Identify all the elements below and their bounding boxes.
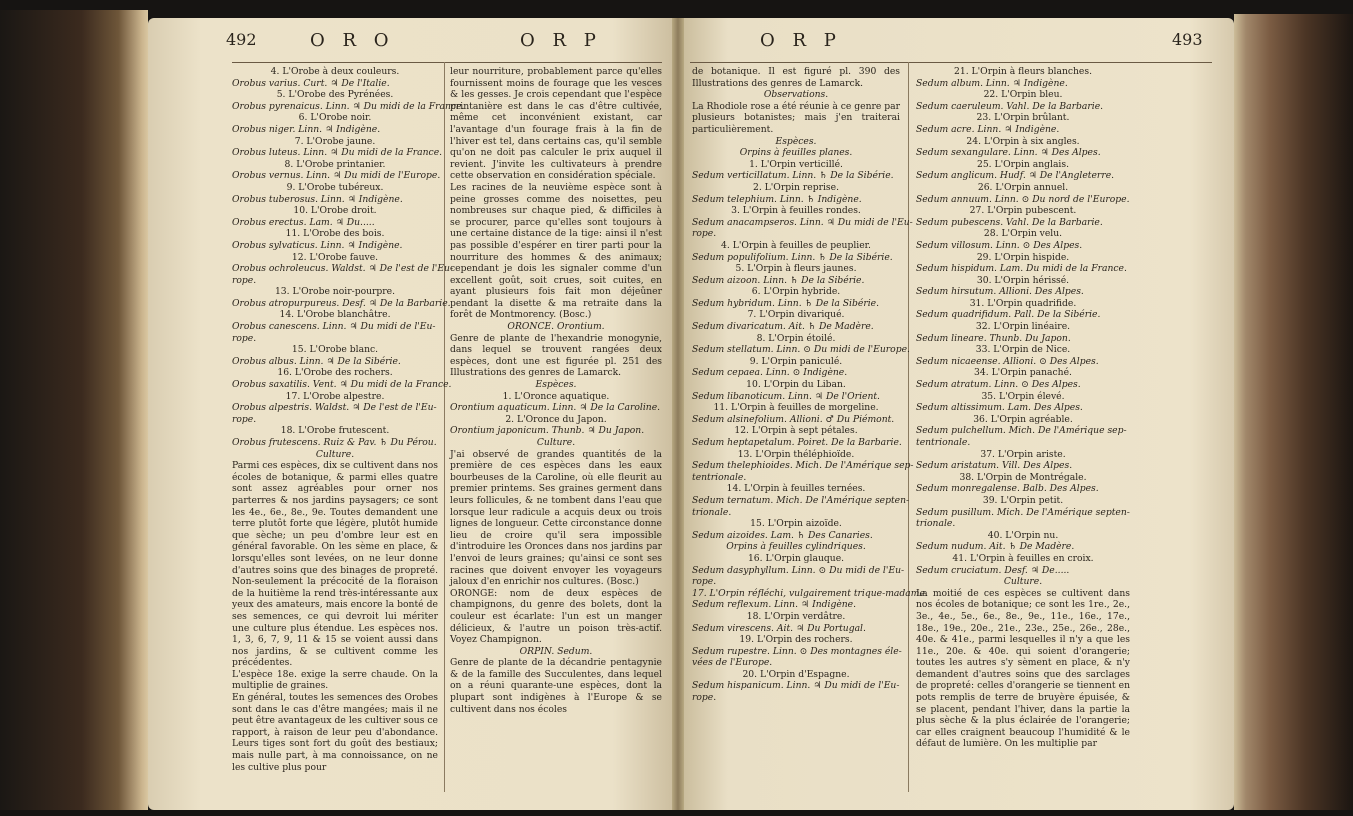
text-line: Culture. — [536, 437, 576, 448]
text-line: 2. L'Orpin reprise. — [752, 181, 839, 193]
text-line: 22. L'Orpin bleu. — [983, 89, 1063, 101]
text-line: Sedum hispanicum. Linn. ♃ Du midi de l'Eu- — [692, 680, 900, 692]
text-line: Sedum verticillatum. Linn. ♄ De la Sibérie. — [692, 170, 894, 182]
text-line: 14. L'Orpin à feuilles ternées. — [726, 483, 866, 495]
text-line: 28. L'Orpin velu. — [983, 228, 1063, 240]
text-line: Sedum aizoon. Linn. ♄ De la Sibérie. — [692, 274, 865, 286]
text-line: rope. — [692, 692, 717, 704]
text-line: Orpins à feuilles cylindriques. — [726, 541, 866, 553]
text-line: Culture. — [315, 448, 355, 460]
text-line: 4. L'Orobe à deux couleurs. — [270, 66, 400, 77]
text-line: 8. L'Orpin étoilé. — [756, 332, 836, 344]
text-line: Sedum quadrifidum. Pall. De la Sibérie. — [916, 309, 1101, 321]
text-line: 7. L'Orobe jaune. — [294, 135, 376, 147]
text-line: ORONGE: nom de deux espèces de champignons, du genre des bolets, dont la couleur est écarlate: l'un est un manger délicieux, & l'autre un poison très-actif. Voyez Champignon. — [450, 587, 662, 646]
text-line: Sedum anglicum. Hudf. ♃ De l'Angleterre. — [916, 170, 1115, 182]
text-line: J'ai observé de grandes quantités de la première de ces espèces dans les eaux bourbeuses de la Caroline, où elle fleurit au premier printems. Ses graines germent dans leurs follicules, & ne tombent dans l'eau que lorsque leur radicule a acquis deux ou trois lignes de longueur. Cette circonstance donne lieu de croire qu'il sera impossible d'introduire les Oronces dans nos jardins par l'envoi de leurs graines; qu'ainsi ce sont ses racines que doivent envoyer les voyageurs jaloux d'en enrichir nos cultures. (Bosc.) — [450, 448, 662, 588]
text-line: rope. — [232, 413, 257, 425]
right-page-edges — [1234, 14, 1353, 810]
text-line: 9. L'Orobe tubéreux. — [286, 181, 384, 193]
text-line: Sedum atratum. Linn. ⊙ Des Alpes. — [916, 379, 1081, 391]
text-line: Sedum aizoides. Lam. ♄ Des Canaries. — [692, 529, 873, 541]
right-running-head: O R P — [760, 30, 842, 51]
text-line: Observations. — [763, 89, 829, 101]
text-line: tentrionale. — [916, 437, 971, 448]
text-line: 15. L'Orobe blanc. — [291, 344, 379, 356]
text-line: ORONCE. Orontium. — [507, 321, 605, 333]
text-line: Sedum libanoticum. Linn. ♃ De l'Orient. — [692, 390, 880, 402]
text-line: ORPIN. Sedum. — [519, 645, 593, 657]
text-line: Orobus niger. Linn. ♃ Indigène. — [232, 123, 381, 135]
text-line: tentrionale. — [692, 471, 747, 483]
right-column-rule — [908, 62, 909, 792]
text-line: 5. L'Orobe des Pyrénées. — [276, 89, 394, 101]
text-line: Orobus pyrenaicus. Linn. ♃ Du midi de la France. — [232, 100, 465, 112]
text-line: Sedum hirsutum. Allioni. Des Alpes. — [916, 286, 1084, 298]
left-page-number: 492 — [226, 30, 257, 49]
text-line: Sedum acre. Linn. ♃ Indigène. — [916, 123, 1060, 135]
text-line: 34. L'Orpin panaché. — [974, 367, 1072, 379]
right-column-1 — [692, 66, 928, 704]
text-line: 6. L'Orobe noir. — [298, 112, 372, 124]
text-line: 39. L'Orpin petit. — [982, 494, 1064, 506]
text-line: 18. L'Orpin verdâtre. — [746, 610, 846, 622]
text-line: Genre de plante de la décandrie pentagynie & de la famille des Succulentes, dans lequel on a réuni quarante-une espèces, dont la plupart sont indigènes à l'Europe & se cultivent dans nos écoles — [450, 657, 662, 715]
text-line: Sedum pulchellum. Mich. De l'Amérique sep- — [916, 425, 1127, 437]
text-line: rope. — [232, 274, 257, 286]
text-line: Orobus frutescens. Ruiz & Pav. ♄ Du Pérou. — [232, 437, 437, 448]
text-line: Orobus canescens. Linn. ♃ Du midi de l'Eu- — [232, 321, 436, 333]
text-line: Orobus luteus. Linn. ♃ Du midi de la France. — [232, 147, 443, 159]
left-running-head-right: O R P — [520, 30, 602, 51]
text-line: 2. L'Oronce du Japon. — [505, 413, 607, 425]
text-line: Orobus alpestris. Waldst. ♃ De l'est de l'Eu- — [232, 402, 437, 414]
text-line: rope. — [232, 332, 257, 344]
text-line: Sedum virescens. Ait. ♃ Du Portugal. — [692, 622, 866, 634]
text-line: Sedum nicaeense. Allioni. ⊙ Des Alpes. — [916, 355, 1099, 367]
left-column-1 — [232, 66, 465, 773]
text-line: 4. L'Orpin à feuilles de peuplier. — [721, 239, 871, 251]
text-line: 38. L'Orpin de Montrégale. — [959, 471, 1087, 483]
text-line: Sedum rupestre. Linn. ⊙ Des montagnes éle- — [692, 645, 902, 657]
text-line: Sedum alsinefolium. Allioni. ♂ Du Piémont. — [692, 413, 895, 425]
text-line: Sedum populifolium. Linn. ♄ De la Sibérie. — [692, 251, 893, 263]
text-line: Sedum cruciatum. Desf. ♃ De..... — [916, 564, 1070, 576]
text-line: Sedum divaricatum. Ait. ♄ De Madère. — [692, 321, 874, 333]
text-line: 3. L'Orpin à feuilles rondes. — [731, 205, 861, 217]
text-line: Orobus vernus. Linn. ♃ Du midi de l'Europe. — [232, 170, 441, 182]
text-line: 8. L'Orobe printanier. — [284, 158, 386, 170]
left-header-rule — [232, 62, 662, 63]
text-line: 1. L'Oronce aquatique. — [502, 390, 610, 402]
text-line: 26. L'Orpin annuel. — [977, 181, 1069, 193]
text-line: Sedum sexangulare. Linn. ♃ Des Alpes. — [916, 147, 1101, 159]
text-line: 17. L'Orpin réfléchi, vulgairement trique-madame. — [692, 587, 928, 599]
text-line: Sedum heptapetalum. Poiret. De la Barbarie. — [692, 437, 902, 448]
text-line: rope. — [692, 228, 717, 240]
left-page-edges — [0, 10, 148, 810]
text-line: 40. L'Orpin nu. — [987, 529, 1059, 541]
text-line: Espèces. — [775, 135, 817, 147]
text-line: Genre de plante de l'hexandrie monogynie, dans lequel se trouvent rangées deux espèces, dont une est figurée pl. 251 des Illustrations des genres de Lamarck. — [450, 332, 662, 379]
text-line: vées de l'Europe. — [692, 657, 773, 669]
text-line: 36. L'Orpin agréable. — [973, 413, 1073, 425]
text-line: Orobus varius. Curt. ♃ De l'Italie. — [232, 77, 390, 89]
text-line: 6. L'Orpin hybride. — [751, 286, 841, 298]
text-line: 11. L'Orobe des bois. — [285, 228, 385, 240]
text-line: Sedum reflexum. Linn. ♃ Indigène. — [692, 599, 857, 611]
text-line: 1. L'Orpin verticillé. — [749, 158, 843, 170]
text-line: Culture. — [1003, 576, 1043, 588]
text-line: 12. L'Orobe fauve. — [291, 251, 379, 263]
text-line: 18. L'Orobe frutescent. — [280, 425, 390, 437]
right-page-number: 493 — [1172, 30, 1203, 49]
text-line: 13. L'Orpin théléphioïde. — [737, 448, 855, 460]
book-gutter — [672, 18, 684, 810]
text-line: Les racines de la neuvième espèce sont à peine grosses comme des noisettes, peu nombreuses sur chaque pied, & difficiles à se procurer, parce qu'elles sont toujours à une certaine distance de la tige: ainsi il n'est pas possible d'espérer en tirer parti pour la nourriture des hommes & des animaux; cependant je dois les signaler comme d'un excellent goût, soit crues, soit cuites, en ayant plusieurs fois fait mon déjeûner pendant la disette & ma retraite dans la forêt de Montmorency. (Bosc.) — [450, 181, 662, 321]
text-line: Sedum dasyphyllum. Linn. ⊙ Du midi de l'Eu- — [692, 564, 905, 576]
text-line: 19. L'Orpin des rochers. — [739, 634, 853, 646]
text-line: Sedum cepaea. Linn. ⊙ Indigène. — [692, 367, 848, 379]
text-line: Orobus atropurpureus. Desf. ♃ De la Barbarie. — [232, 297, 451, 309]
text-line: Sedum caeruleum. Vahl. De la Barbarie. — [916, 100, 1104, 112]
text-line: rope. — [692, 576, 717, 588]
text-line: La moitié de ces espèces se cultivent dans nos écoles de botanique; ce sont les 1re., 2e., 3e., 4e., 5e., 6e., 8e., 9e., 11e., 16e., 17e., 18e., 19e., 20e., 21e., 23e., 25e., 26e., 28e., 40e. & 41e., parmi lesquelles il n'y a que les 11e., 20e. & 40e. qui soient d'orangerie; toutes les autres s'y sèment en place, & n'y demandent d'autres soins que des sarclages de propreté: celles d'orangerie se tiennent en pots remplis de terre de bruyère épuisée, & se placent, pendant l'hiver, dans la partie la plus sèche & la plus éclairée de l'orangerie; car elles craignent beaucoup l'humidité & le défaut de lumière. On les multiplie par — [916, 587, 1130, 750]
text-line: En général, toutes les semences des Orobes sont dans le cas d'être mangées; mais il ne peut être avantageux de les cultiver sous ce rapport, à raison de leur peu d'abondance. Leurs tiges sont fort du goût des bestiaux; mais nulle part, à ma connoissance, on ne les cultive plus pour — [232, 692, 438, 773]
left-column-rule — [444, 62, 445, 792]
text-line: 21. L'Orpin à fleurs blanches. — [954, 66, 1092, 77]
text-line: 9. L'Orpin paniculé. — [749, 355, 843, 367]
text-line: Parmi ces espèces, dix se cultivent dans nos écoles de botanique, & parmi elles quatre sont assez agréables pour orner nos parterres & nos jardins paysagers; ce sont les 4e., 6e., 8e., 9e. Toutes demandent une terre plutôt forte que légère, plutôt humide que sèche; un peu d'ombre leur est en général favorable. On les sème en place, & lorsqu'elles sont levées, on ne leur donne d'autres soins que des binages de propreté. Non-seulement la précocité de la floraison de la huitième la rend très-intéressante aux yeux des amateurs, mais encore la bonté de ses semences, ce qui devroit lui mériter une culture plus étendue. Les espèces nos. 1, 3, 6, 7, 9, 11 & 15 se voient aussi dans nos jardins, & se cultivent comme les précédentes. — [232, 460, 438, 669]
left-column-2 — [450, 66, 662, 715]
text-line: Sedum pusillum. Mich. De l'Amérique septen- — [916, 506, 1130, 518]
text-line: Espèces. — [535, 379, 577, 391]
text-line: 13. L'Orobe noir-pourpre. — [274, 286, 396, 298]
text-line: 35. L'Orpin élevé. — [981, 390, 1065, 402]
text-line: Orobus sylvaticus. Linn. ♃ Indigène. — [232, 239, 403, 251]
right-column-2 — [916, 66, 1130, 750]
text-line: 10. L'Orobe droit. — [293, 205, 377, 217]
text-line: Orobus saxatilis. Vent. ♃ Du midi de la France. — [232, 379, 452, 391]
text-line: 15. L'Orpin aizoïde. — [750, 518, 842, 530]
text-line: leur nourriture, probablement parce qu'elles fournissent moins de fourage que les vesces & les gesses. Je crois cependant que l'espèce printanière est dans le cas d'être cultivée, même cet inconvénient existant, car l'avantage d'un fourage frais à la fin de l'hiver est tel, dans certains cas, qu'il semble qu'on ne doit pas calculer le prix auquel il revient. J'invite les cultivateurs à prendre cette observation en considération spéciale. — [450, 66, 662, 182]
text-line: L'espèce 18e. exige la serre chaude. On la multiplie de graines. — [232, 668, 438, 692]
text-line: 16. L'Orobe des rochers. — [277, 367, 393, 379]
text-line: Sedum stellatum. Linn. ⊙ Du midi de l'Europe. — [692, 344, 910, 356]
text-line: Sedum telephium. Linn. ♄ Indigène. — [692, 193, 862, 205]
text-line: 14. L'Orobe blanchâtre. — [279, 309, 391, 321]
text-line: Orontium japonicum. Thunb. ♃ Du Japon. — [450, 425, 645, 437]
text-line: 33. L'Orpin de Nice. — [975, 344, 1071, 356]
text-line: trionale. — [692, 506, 732, 518]
text-line: 32. L'Orpin linéaire. — [975, 321, 1071, 333]
text-line: trionale. — [916, 518, 956, 530]
text-line: 12. L'Orpin à sept pétales. — [734, 425, 858, 437]
text-line: 10. L'Orpin du Liban. — [746, 379, 846, 391]
text-line: Sedum aristatum. Vill. Des Alpes. — [916, 460, 1073, 472]
text-line: Sedum altissimum. Lam. Des Alpes. — [916, 402, 1083, 414]
text-line: Sedum hybridum. Linn. ♄ De la Sibérie. — [692, 297, 880, 309]
text-line: 31. L'Orpin quadrifide. — [969, 297, 1077, 309]
text-line: de botanique. Il est figuré pl. 390 des Illustrations des genres de Lamarck. — [692, 66, 900, 89]
text-line: Sedum annuum. Linn. ⊙ Du nord de l'Europe. — [916, 193, 1130, 205]
text-line: Sedum thelephioides. Mich. De l'Amérique sep- — [692, 460, 914, 472]
text-line: Orontium aquaticum. Linn. ♃ De la Caroline. — [450, 402, 661, 414]
right-header-rule — [690, 62, 1212, 63]
text-line: Sedum hispidum. Lam. Du midi de la France. — [916, 263, 1127, 275]
text-line: 27. L'Orpin pubescent. — [969, 205, 1077, 217]
text-line: 37. L'Orpin ariste. — [980, 448, 1066, 460]
text-line: Sedum nudum. Ait. ♄ De Madère. — [916, 541, 1075, 553]
text-line: 7. L'Orpin divariqué. — [747, 309, 845, 321]
text-line: Sedum album. Linn. ♃ Indigène. — [916, 77, 1068, 89]
text-line: Sedum monregalense. Balb. Des Alpes. — [916, 483, 1099, 495]
text-line: 16. L'Orpin glauque. — [747, 552, 845, 564]
text-line: 20. L'Orpin d'Espagne. — [742, 668, 850, 680]
text-line: Orobus ochroleucus. Waldst. ♃ De l'est de l'Eu- — [232, 263, 454, 275]
text-line: 29. L'Orpin hispide. — [976, 251, 1070, 263]
text-line: Orobus tuberosus. Linn. ♃ Indigène. — [232, 193, 403, 205]
text-line: La Rhodiole rose a été réunie à ce genre par plusieurs botanistes; mais j'en traiterai particulièrement. — [692, 100, 900, 135]
text-line: Orobus erectus. Lam. ♃ Du..... — [232, 216, 375, 228]
text-line: Sedum ternatum. Mich. De l'Amérique septen- — [692, 494, 910, 506]
text-line: 5. L'Orpin à fleurs jaunes. — [735, 263, 857, 275]
text-line: Sedum lineare. Thunb. Du Japon. — [916, 332, 1071, 344]
text-line: 30. L'Orpin hérissé. — [976, 274, 1070, 286]
text-line: Orobus albus. Linn. ♃ De la Sibérie. — [232, 355, 401, 367]
text-line: 11. L'Orpin à feuilles de morgeline. — [713, 402, 879, 414]
text-line: 23. L'Orpin brûlant. — [976, 112, 1070, 124]
text-line: 24. L'Orpin à six angles. — [966, 135, 1080, 147]
text-line: 41. L'Orpin à feuilles en croix. — [952, 552, 1094, 564]
text-line: 17. L'Orobe alpestre. — [285, 390, 385, 402]
text-line: Sedum anacampseros. Linn. ♃ Du midi de l'Eu- — [692, 216, 913, 228]
text-line: Sedum pubescens. Vahl. De la Barbarie. — [916, 216, 1103, 228]
left-running-head: O R O — [310, 30, 395, 51]
text-line: 25. L'Orpin anglais. — [976, 158, 1069, 170]
text-line: Orpins à feuilles planes. — [739, 147, 853, 159]
text-line: Sedum villosum. Linn. ⊙ Des Alpes. — [916, 239, 1083, 251]
